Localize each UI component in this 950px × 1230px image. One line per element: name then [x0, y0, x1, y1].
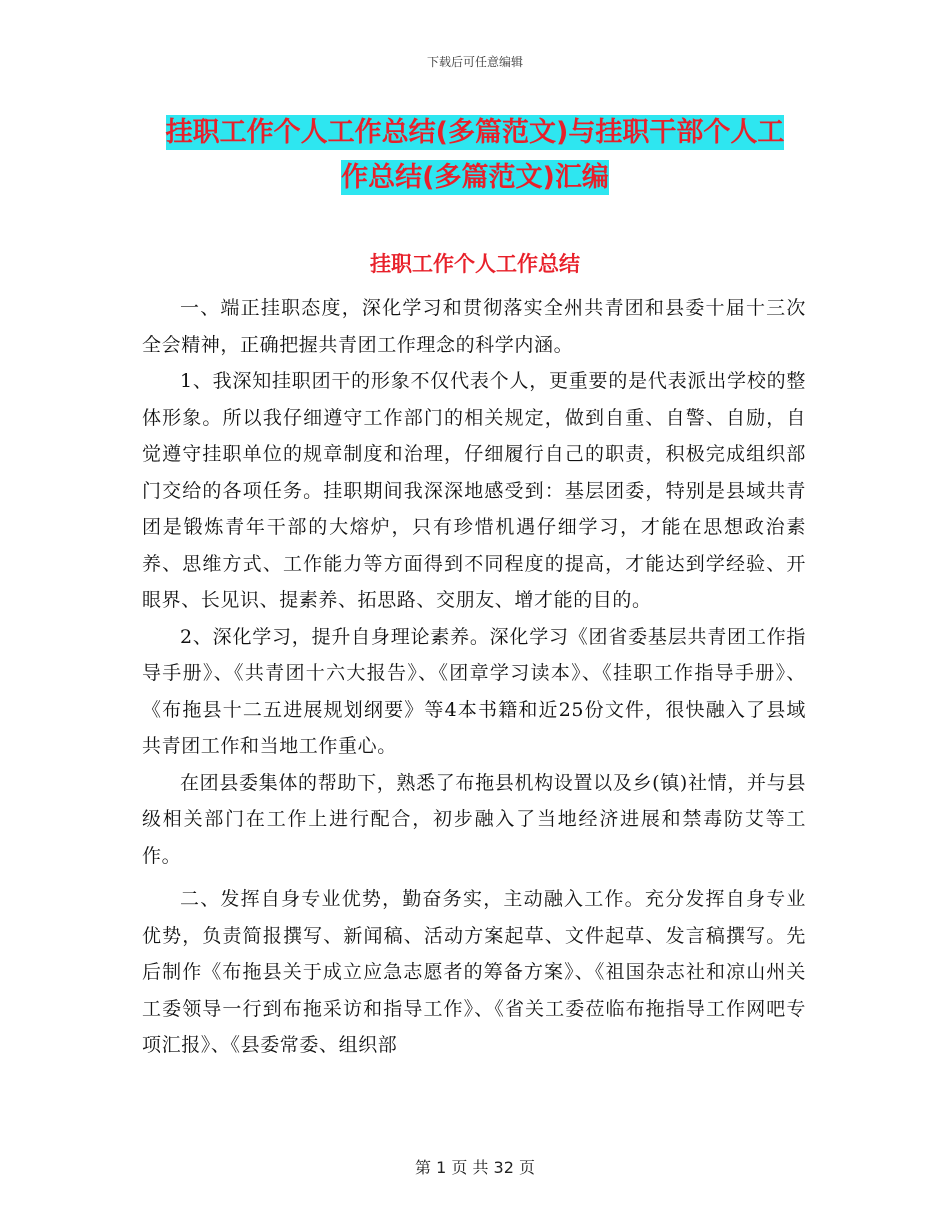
- document-title-line-2: 作总结(多篇范文)汇编: [341, 162, 609, 193]
- document-title: [140, 110, 810, 200]
- header-note: 下载后可任意编辑: [426, 55, 523, 69]
- section-title: 挂职工作个人工作总结: [370, 252, 580, 276]
- paragraph-5: 二、发挥自身专业优势，勤奋务实，主动融入工作。充分发挥自身专业优势，负责简报撰写、新闻稿、活动方案起草、文件起草、发言稿撰写。先后制作《布拖县关于成立应急志愿者的筹备方案》、《祖国杂志社和凉山州关工委领导一行到布拖采访和指导工作》、《省关工委莅临布拖指导工作网吧专项汇报》、《县委常委、组织部: [142, 888, 806, 1056]
- page-number: 第 1 页 共 32 页: [415, 1158, 535, 1177]
- document-title-line-1: 挂职工作个人工作总结(多篇范文)与挂职干部个人工: [165, 117, 785, 148]
- paragraph-4: 在团县委集体的帮助下，熟悉了布拖县机构设置以及乡(镇)社情，并与县级相关部门在工作上进行配合，初步融入了当地经济进展和禁毒防艾等工作。: [142, 771, 806, 867]
- paragraph-1: 一、端正挂职态度，深化学习和贯彻落实全州共青团和县委十届十三次全会精神，正确把握共青团工作理念的科学内涵。: [142, 297, 806, 356]
- paragraph-3: 2、深化学习，提升自身理论素养。深化学习《团省委基层共青团工作指导手册》、《共青团十六大报告》、《团章学习读本》、《挂职工作指导手册》、《布拖县十二五进展规划纲要》等4本书籍和近25份文件，很快融入了县域共青团工作和当地工作重心。: [142, 625, 806, 757]
- document-body: [142, 290, 806, 1064]
- paragraph-2: 1、我深知挂职团干的形象不仅代表个人，更重要的是代表派出学校的整体形象。所以我仔细遵守工作部门的相关规定，做到自重、自警、自励，自觉遵守挂职单位的规章制度和治理，仔细履行自己的职责，积极完成组织部门交给的各项任务。挂职期间我深深地感受到：基层团委，特别是县域共青团是锻炼青年干部的大熔炉，只有珍惜机遇仔细学习，才能在思想政治素养、思维方式、工作能力等方面得到不同程度的提高，才能达到学经验、开眼界、长见识、提素养、拓思路、交朋友、增才能的目的。: [142, 370, 806, 611]
